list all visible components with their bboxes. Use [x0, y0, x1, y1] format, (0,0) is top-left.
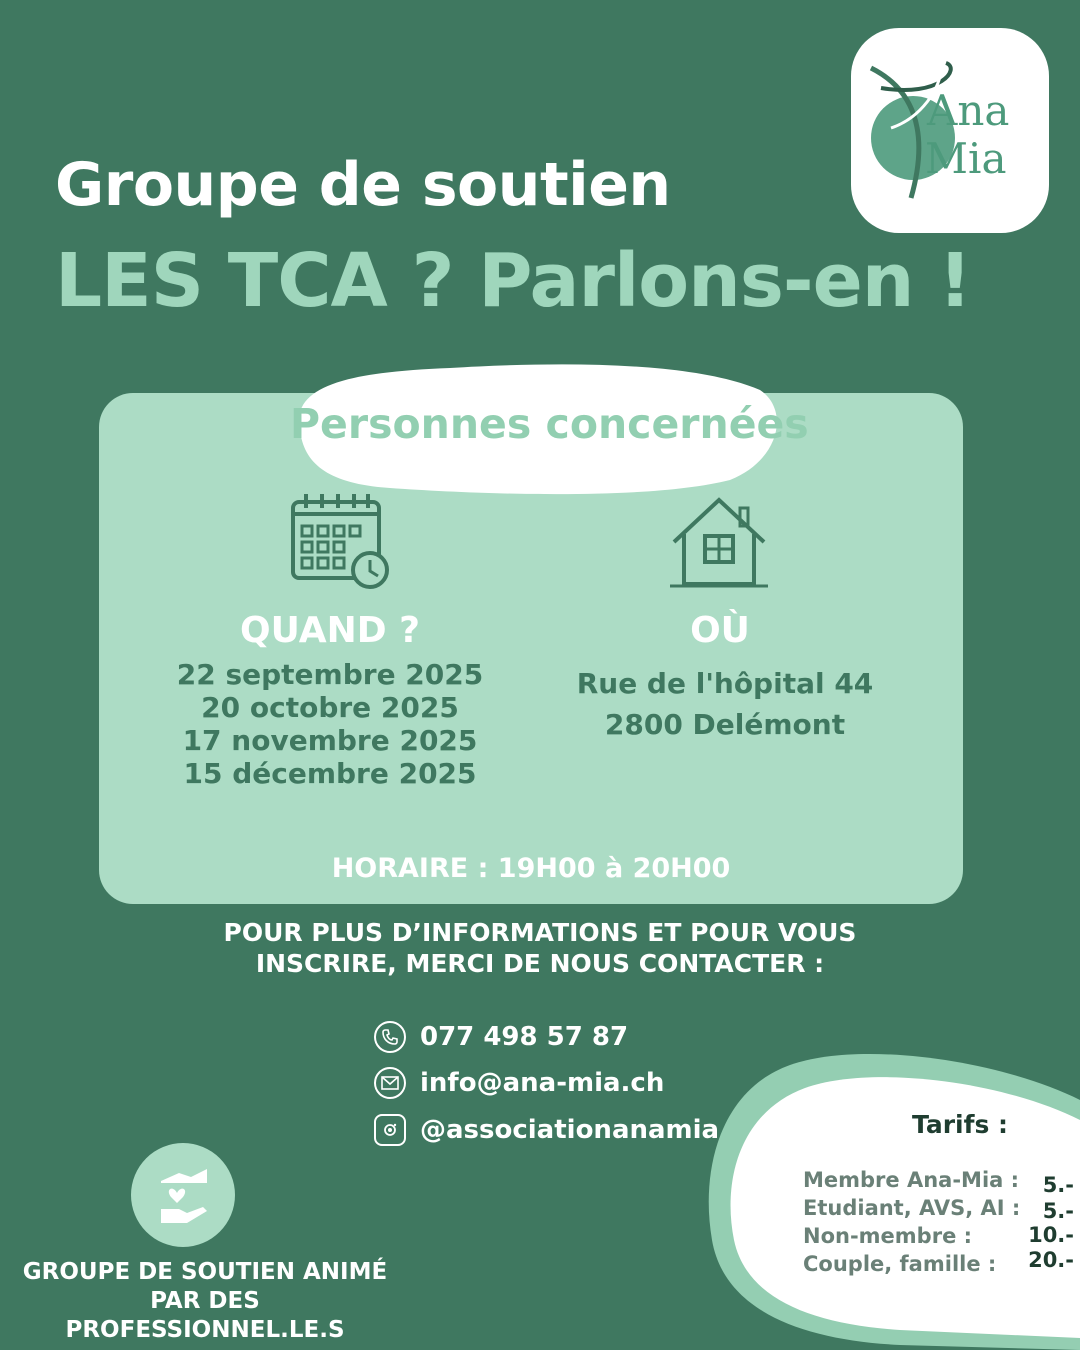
price-label: Couple, famille :	[803, 1252, 997, 1276]
contact-prompt-line1: POUR PLUS D’INFORMATIONS ET POUR VOUS	[223, 918, 857, 947]
price-label: Non-membre :	[803, 1224, 973, 1248]
price-value: 20.-	[1028, 1248, 1074, 1272]
email-address: info@ana-mia.ch	[420, 1068, 665, 1098]
audience-label: Personnes concernées	[290, 400, 809, 448]
date-item: 15 décembre 2025	[183, 757, 477, 790]
footer-line1: GROUPE DE SOUTIEN ANIMÉ	[22, 1259, 388, 1285]
instagram-handle: @associationanamia	[420, 1115, 720, 1145]
tariffs-title: Tarifs :	[912, 1110, 1009, 1139]
price-value: 5.-	[1042, 1199, 1074, 1223]
address	[560, 663, 890, 745]
phone-icon	[374, 1021, 406, 1053]
contact-email[interactable]	[374, 1065, 664, 1101]
logo-text-ana: Ana	[927, 86, 1010, 135]
contact-phone[interactable]	[374, 1019, 628, 1055]
contact-instagram[interactable]	[374, 1112, 719, 1148]
phone-number: 077 498 57 87	[420, 1022, 629, 1052]
address-city: 2800 Delémont	[604, 708, 846, 741]
date-item: 20 octobre 2025	[201, 691, 459, 724]
date-item: 17 novembre 2025	[182, 724, 478, 757]
contact-prompt-line2: INSCRIRE, MERCI DE NOUS CONTACTER :	[255, 949, 825, 978]
hands-heart-icon	[131, 1143, 235, 1247]
price-value: 5.-	[1042, 1173, 1074, 1197]
price-label: Membre Ana-Mia :	[803, 1168, 1020, 1192]
price-label: Etudiant, AVS, AI :	[803, 1196, 1021, 1220]
date-list	[130, 658, 530, 790]
contact-prompt	[140, 917, 940, 979]
mail-icon	[374, 1067, 406, 1099]
price-value: 10.-	[1028, 1223, 1074, 1247]
page-subtitle: LES TCA ? Parlons-en !	[55, 238, 971, 324]
date-item: 22 septembre 2025	[176, 658, 484, 691]
footer-line2: PAR DES PROFESSIONNEL.LE.S	[65, 1288, 345, 1343]
logo-text-mia: Mia	[925, 134, 1007, 183]
calendar-clock-icon	[290, 492, 392, 590]
address-street: Rue de l'hôpital 44	[576, 667, 874, 700]
schedule-text: HORAIRE : 19H00 à 20H00	[331, 853, 731, 884]
when-heading: QUAND ?	[239, 610, 421, 651]
footer-note	[10, 1258, 400, 1345]
house-icon	[670, 494, 768, 590]
instagram-icon	[374, 1114, 406, 1146]
where-heading: OÙ	[690, 610, 750, 651]
page-title: Groupe de soutien	[55, 150, 671, 220]
ana-mia-logo	[851, 28, 1049, 233]
